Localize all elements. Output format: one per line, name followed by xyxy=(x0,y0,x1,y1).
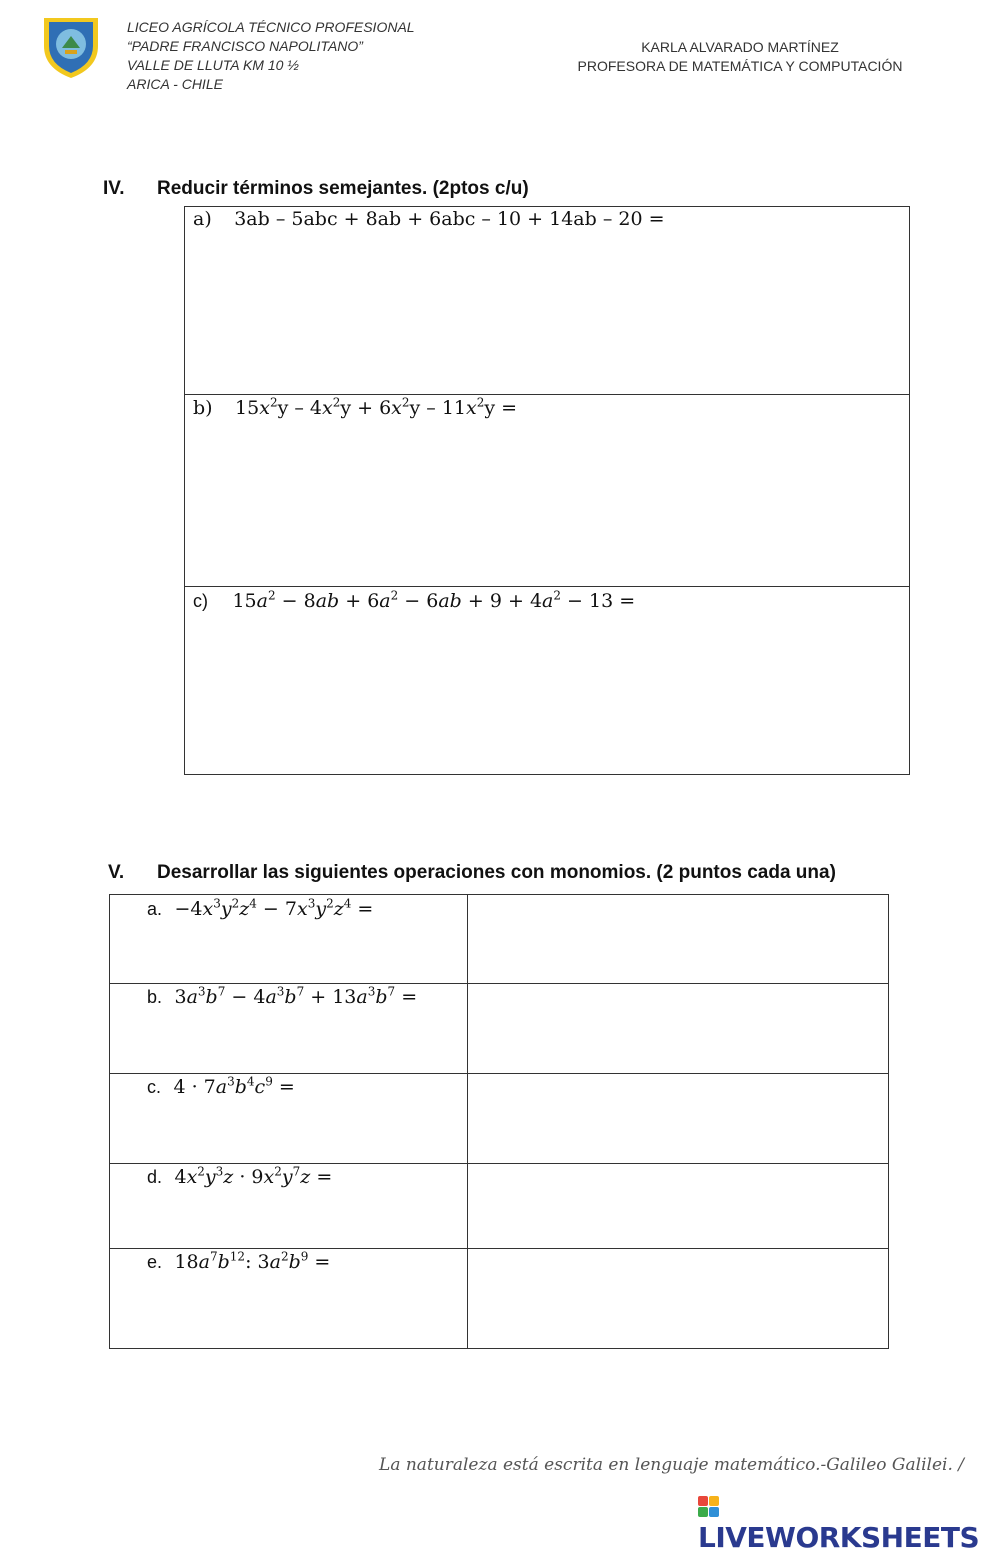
exercise-5d[interactable] xyxy=(147,1166,332,1188)
expression: $-4x^3y^2z^4 - 7x^3y^2z^4$ = xyxy=(174,896,374,920)
section-title: Desarrollar las siguientes operaciones con monomios. (2 puntos cada una) xyxy=(157,862,836,883)
exercise-table-5 xyxy=(109,894,889,1349)
section-title: Reducir términos semejantes. (2ptos c/u) xyxy=(157,178,529,199)
section-4-heading xyxy=(103,178,529,200)
expression: 3ab – 5abc + 8ab + 6abc – 10 + 14ab – 20 = xyxy=(234,208,665,230)
item-label: a. xyxy=(147,899,163,919)
expression: $3a^3b^7 - 4a^3b^7 + 13a^3b^7$ = xyxy=(174,984,418,1008)
column-divider xyxy=(467,894,468,1349)
teacher-name: KARLA ALVARADO MARTÍNEZ xyxy=(641,39,839,55)
row-divider xyxy=(184,586,910,587)
teacher-title: PROFESORA DE MATEMÁTICA Y COMPUTACIÓN xyxy=(577,58,903,74)
brand-text: LIVEWORKSHEETS xyxy=(698,1521,980,1554)
exercise-4a[interactable] xyxy=(193,208,665,230)
liveworksheets-logo-icon xyxy=(698,1496,719,1517)
school-line: VALLE DE LLUTA KM 10 ½ xyxy=(127,57,299,73)
footer-quote: La naturaleza está escrita en lenguaje matemático.-Galileo Galilei. / xyxy=(379,1455,964,1475)
expression: $4x^2y^3z \cdot 9x^2y^7z$ = xyxy=(174,1164,333,1188)
teacher-info xyxy=(560,38,920,76)
expression: $15a^2 - 8ab + 6a^2 - 6ab + 9 + 4a^2 - 13$ = xyxy=(232,588,636,612)
school-line: “PADRE FRANCISCO NAPOLITANO” xyxy=(127,38,363,54)
exercise-5b[interactable] xyxy=(147,986,417,1008)
row-divider xyxy=(109,1163,889,1164)
item-label: c. xyxy=(147,1077,162,1097)
exercise-table-4 xyxy=(184,206,910,775)
item-label: e. xyxy=(147,1252,163,1272)
exercise-4b[interactable] xyxy=(193,397,517,419)
row-divider xyxy=(184,394,910,395)
exercise-5c[interactable] xyxy=(147,1076,295,1098)
item-label: a) xyxy=(193,208,212,230)
item-label: b. xyxy=(147,987,163,1007)
school-line: ARICA - CHILE xyxy=(127,76,223,92)
section-number: V. xyxy=(108,862,125,883)
school-info xyxy=(127,18,415,94)
school-crest-icon xyxy=(40,12,102,80)
school-line: LICEO AGRÍCOLA TÉCNICO PROFESIONAL xyxy=(127,19,415,35)
expression: $18a^7b^{12}$: $3a^2b^9$ = xyxy=(174,1249,331,1273)
expression: $4 \cdot 7a^3b^4c^9$ = xyxy=(173,1074,295,1098)
row-divider xyxy=(109,1248,889,1249)
section-5-heading xyxy=(108,862,836,884)
exercise-5a[interactable] xyxy=(147,898,373,920)
section-number: IV. xyxy=(103,178,125,199)
item-label: c) xyxy=(193,591,208,611)
item-label: b) xyxy=(193,397,213,419)
row-divider xyxy=(109,983,889,984)
exercise-4c[interactable] xyxy=(193,590,635,612)
row-divider xyxy=(109,1073,889,1074)
liveworksheets-brand[interactable] xyxy=(698,1488,1000,1554)
exercise-5e[interactable] xyxy=(147,1251,330,1273)
item-label: d. xyxy=(147,1167,163,1187)
expression: $15x^2y - 4x^2y + 6x^2y - 11x^2y$ = xyxy=(235,395,518,419)
